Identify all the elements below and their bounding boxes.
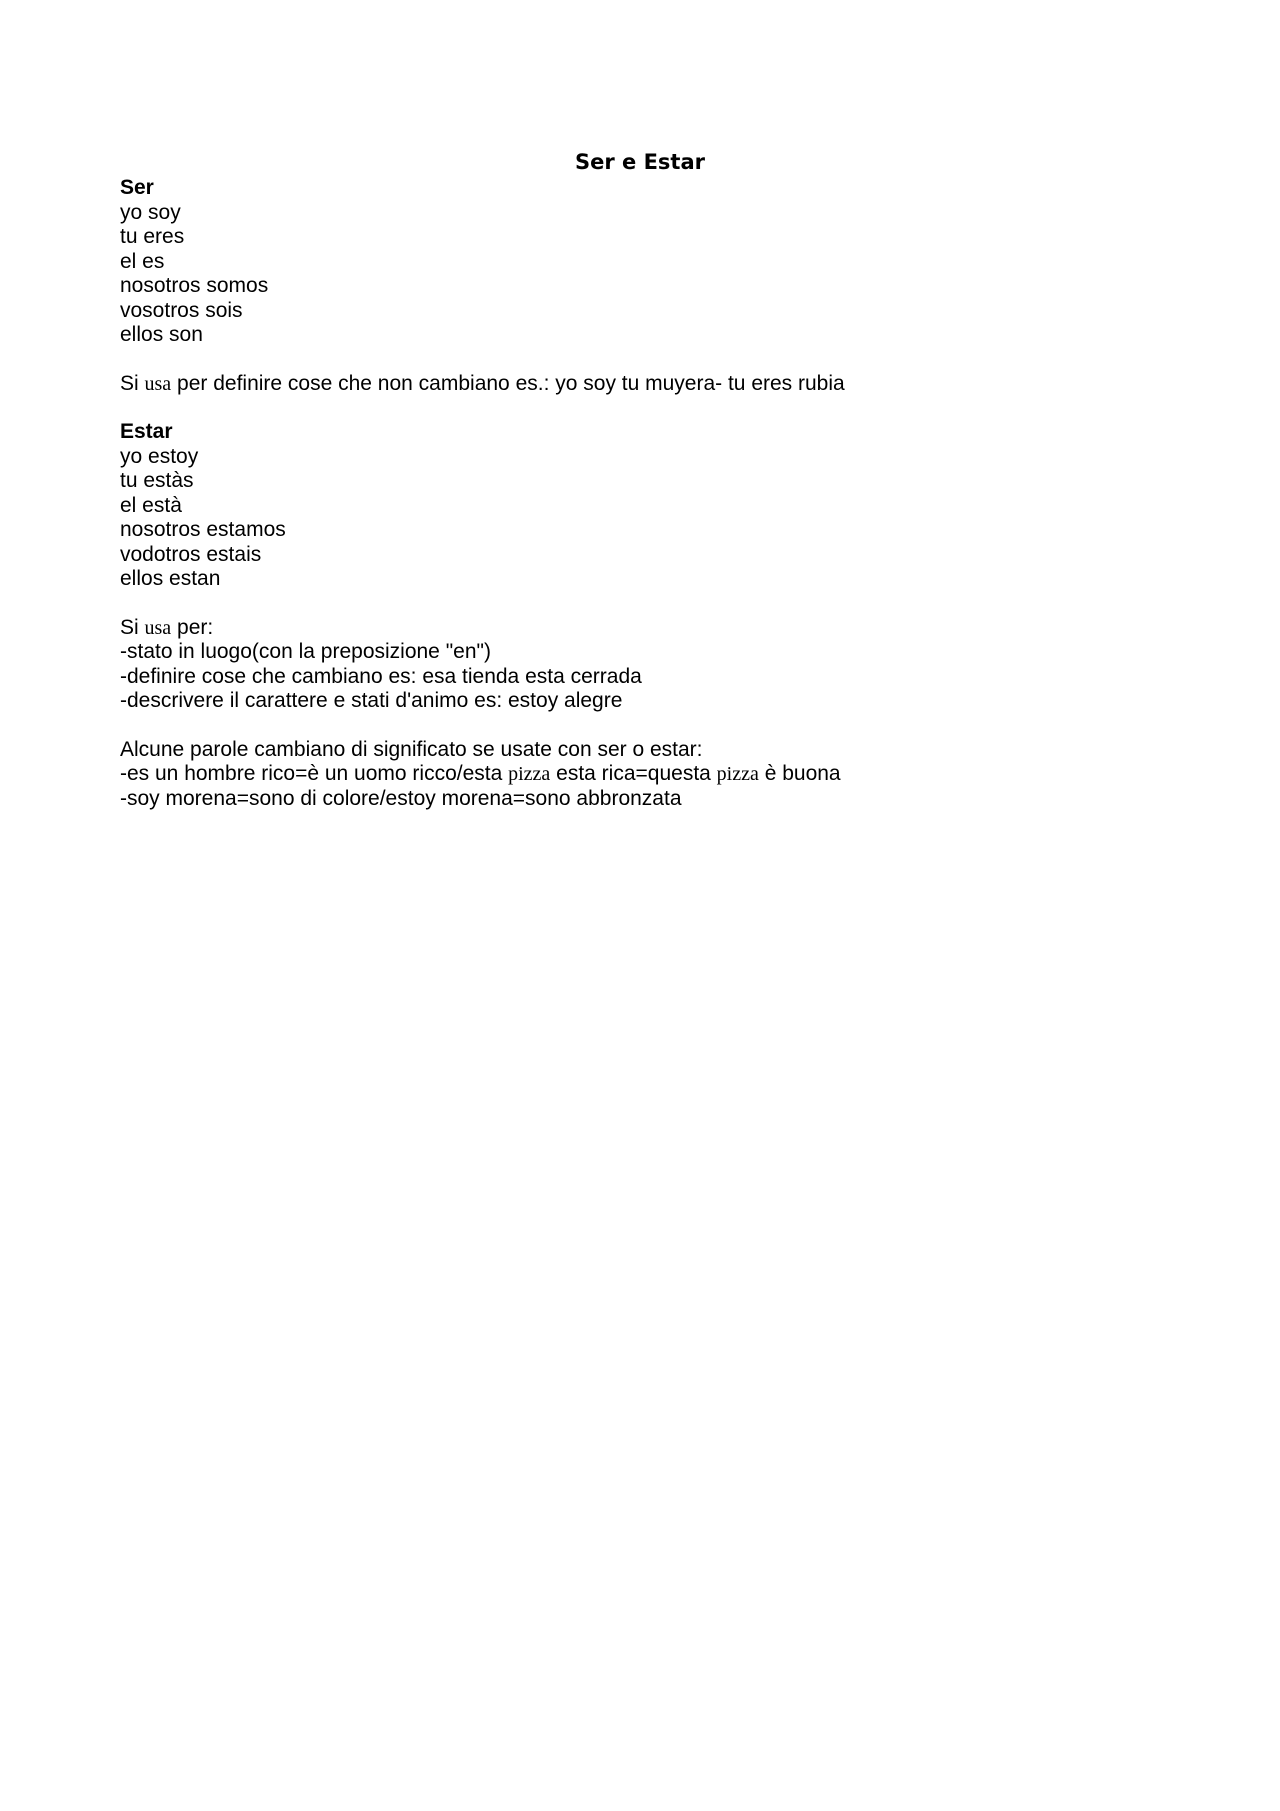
estar-usage-point: -stato in luogo(con la preposizione "en")	[120, 640, 491, 663]
estar-conjugation: el està	[120, 493, 182, 517]
document-title: Ser e Estar	[575, 150, 705, 174]
ser-heading: Ser	[120, 176, 154, 199]
example-text: esta rica=questa	[550, 762, 717, 785]
ser-usage-prefix: Si	[120, 371, 145, 395]
example-serif-word: pizza	[716, 763, 759, 785]
estar-conjugation: vodotros estais	[120, 542, 262, 566]
ser-conjugation: vosotros sois	[120, 298, 243, 322]
paragraph-gap	[120, 592, 1160, 616]
document-body	[120, 148, 1160, 811]
estar-usage-point: -descrivere il carattere e stati d'animo es: estoy alegre	[120, 689, 623, 712]
estar-usage-prefix: Si	[120, 615, 145, 639]
estar-usage-word: usa	[144, 616, 172, 639]
estar-usage-suffix: per:	[171, 615, 214, 639]
estar-conjugation-list	[120, 445, 1160, 592]
ser-usage-suffix: per definire cose che non cambiano es.: yo soy tu muyera- tu eres rubia	[171, 371, 845, 395]
paragraph-gap	[120, 348, 1160, 372]
ser-conjugation-list	[120, 201, 1160, 348]
estar-usage-point: -definire cose che cambiano es: esa tienda esta cerrada	[120, 664, 642, 688]
example-text: -es un hombre rico=è un uomo ricco/esta	[120, 762, 509, 785]
estar-heading: Estar	[120, 420, 173, 443]
meaning-change-intro: Alcune parole cambiano di significato se usate con ser o estar:	[120, 737, 703, 761]
ser-conjugation: nosotros somos	[120, 274, 269, 297]
paragraph-gap	[120, 714, 1160, 738]
estar-usage-intro	[120, 616, 1160, 641]
estar-conjugation: nosotros estamos	[120, 518, 286, 541]
ser-conjugation: ellos son	[120, 323, 203, 346]
estar-conjugation: ellos estan	[120, 567, 221, 590]
example-serif-word: pizza	[508, 763, 551, 785]
ser-conjugation: el es	[120, 249, 165, 273]
estar-conjugation: yo estoy	[120, 444, 199, 468]
ser-conjugation: yo soy	[120, 200, 181, 224]
meaning-change-example	[120, 762, 1160, 787]
ser-usage-word: usa	[144, 372, 172, 395]
ser-usage	[120, 372, 1160, 397]
estar-conjugation: tu estàs	[120, 469, 194, 492]
ser-conjugation: tu eres	[120, 225, 185, 248]
paragraph-gap	[120, 396, 1160, 420]
meaning-change-example: -soy morena=sono di colore/estoy morena=sono abbronzata	[120, 786, 682, 810]
example-text: è buona	[758, 762, 841, 785]
